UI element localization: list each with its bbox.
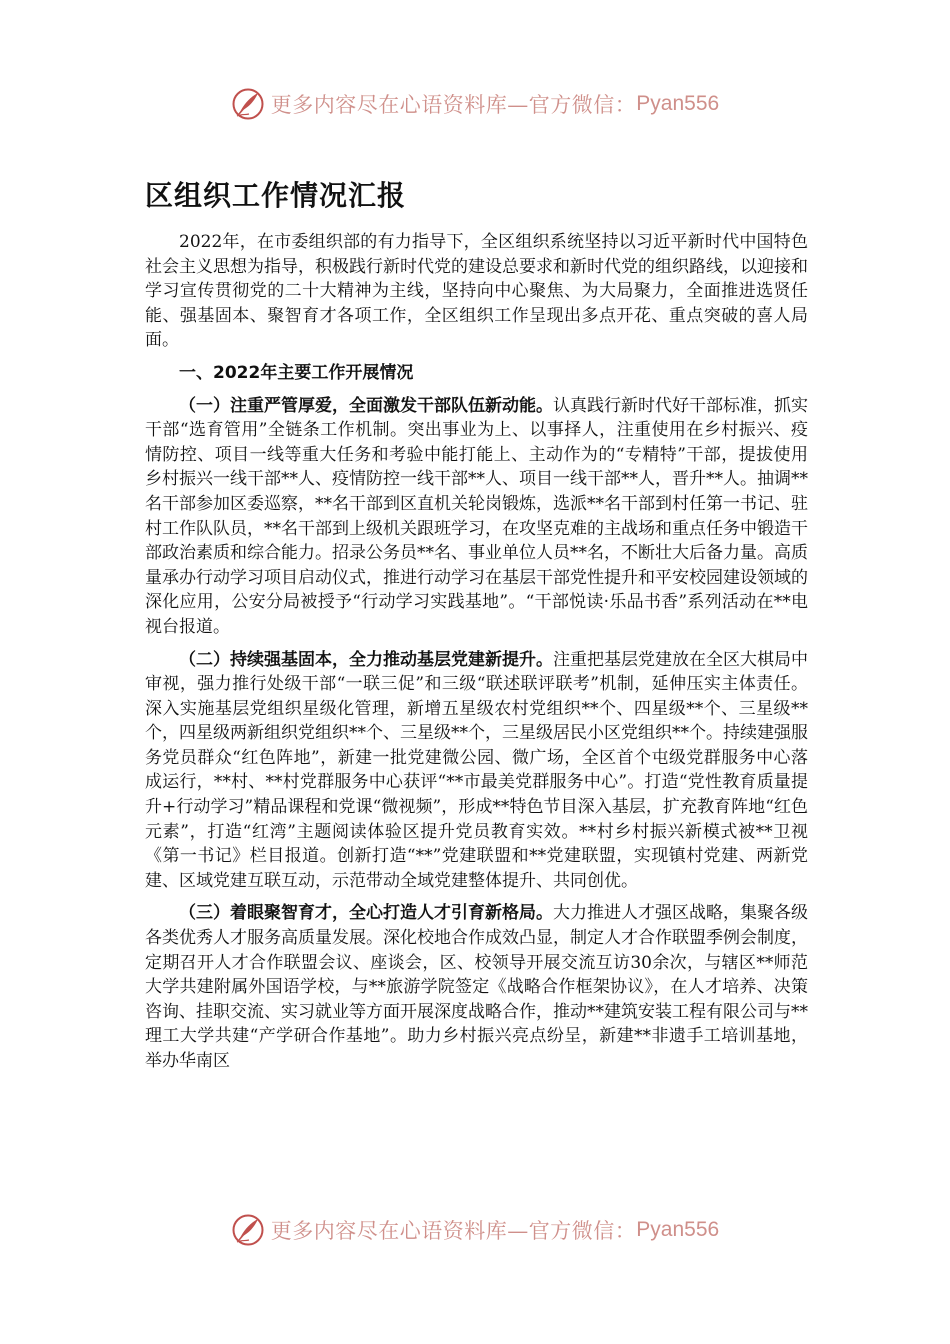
intro-paragraph: 2022年，在市委组织部的有力指导下，全区组织系统坚持以习近平新时代中国特色社会主义思想为指导，积极践行新时代党的建设总要求和新时代党的组织路线，以迎接和学习宣传贯彻党的二十大精神为主线，坚持向中心聚焦、为大局聚力，全面推进选贤任能、强基固本、聚智育才各项工作，全区组织工作呈现出多点开花、重点突破的喜人局面。 xyxy=(145,232,808,351)
document-title: 区组织工作情况汇报 xyxy=(145,179,407,212)
document-body xyxy=(145,230,808,1082)
paragraph-talent xyxy=(145,901,808,1073)
watermark-wechat-id: Pyan556 xyxy=(636,1218,720,1241)
watermark-text: 更多内容尽在心语资料库—官方微信： xyxy=(270,1219,637,1243)
paragraph-grassroots xyxy=(145,648,808,894)
paragraph-lead: （三）着眼聚智育才，全心打造人才引育新格局。 xyxy=(179,903,553,924)
watermark-banner-top xyxy=(0,84,950,124)
quill-logo-icon xyxy=(231,87,265,121)
quill-logo-icon xyxy=(231,1213,265,1247)
paragraph-body: 认真践行新时代好干部标准，抓实干部“选育管用”全链条工作机制。突出事业为上、以事择人，注重使用在乡村振兴、疫情防控、项目一线等重大任务和考验中能打能上、主动作为的“专精特”干部，提拔使用乡村振兴一线干部**人、疫情防控一线干部**人、项目一线干部**人，晋升**人。抽调**名干部参加区委巡察，**名干部到区直机关轮岗锻炼，选派**名干部到村任第一书记、驻村工作队队员，**名干部到上级机关跟班学习，在攻坚克难的主战场和重点任务中锻造干部政治素质和综合能力。招录公务员**名、事业单位人员**名，不断壮大后备力量。高质量承办行动学习项目启动仪式，推进行动学习在基层干部党性提升和平安校园建设领域的深化应用，公安分局被授予“行动学习实践基地”。“干部悦读·乐品书香”系列活动在**电视台报道。 xyxy=(145,395,808,637)
paragraph-cadres xyxy=(145,394,808,640)
paragraph-body: 大力推进人才强区战略，集聚各级各类优秀人才服务高质量发展。深化校地合作成效凸显，制定人才合作联盟季例会制度，定期召开人才合作联盟会议、座谈会，区、校领导开展交流互访30余次，与辖区**师范大学共建附属外国语学校，与**旅游学院签定《战略合作框架协议》，在人才培养、决策咨询、挂职交流、实习就业等方面开展深度战略合作，推动**建筑安装工程有限公司与**理工大学共建“产学研合作基地”。助力乡村振兴亮点纷呈，新建**非遗手工培训基地，举办华南区 xyxy=(145,903,808,1071)
section-heading: 一、2022年主要工作开展情况 xyxy=(179,362,414,383)
watermark-banner-bottom xyxy=(0,1210,950,1250)
watermark-text: 更多内容尽在心语资料库—官方微信： xyxy=(270,93,637,117)
paragraph-body: 注重把基层党建放在全区大棋局中审视，强力推行处级干部“一联三促”和三级“联述联评联考”机制，延伸压实主体责任。深入实施基层党组织星级化管理，新增五星级农村党组织**个、四星级**个、三星级**个，四星级两新组织党组织**个、三星级**个，三星级居民小区党组织**个。持续建强服务党员群众“红色阵地”，新建一批党建微公园、微广场，全区首个屯级党群服务中心落成运行，**村、**村党群服务中心获评“**市最美党群服务中心”。打造“党性教育质量提升+行动学习”精品课程和党课“微视频”，形成**特色节目深入基层，扩充教育阵地“红色元素”，打造“红湾”主题阅读体验区提升党员教育实效。**村乡村振兴新模式被**卫视《第一书记》栏目报道。创新打造“**”党建联盟和**党建联盟，实现镇村党建、两新党建、区域党建互联互动，示范带动全域党建整体提升、共同创优。 xyxy=(145,649,808,891)
paragraph-lead: （二）持续强基固本，全力推动基层党建新提升。 xyxy=(179,649,553,670)
watermark-wechat-id: Pyan556 xyxy=(636,92,720,115)
paragraph-lead: （一）注重严管厚爱，全面激发干部队伍新动能。 xyxy=(179,395,553,416)
